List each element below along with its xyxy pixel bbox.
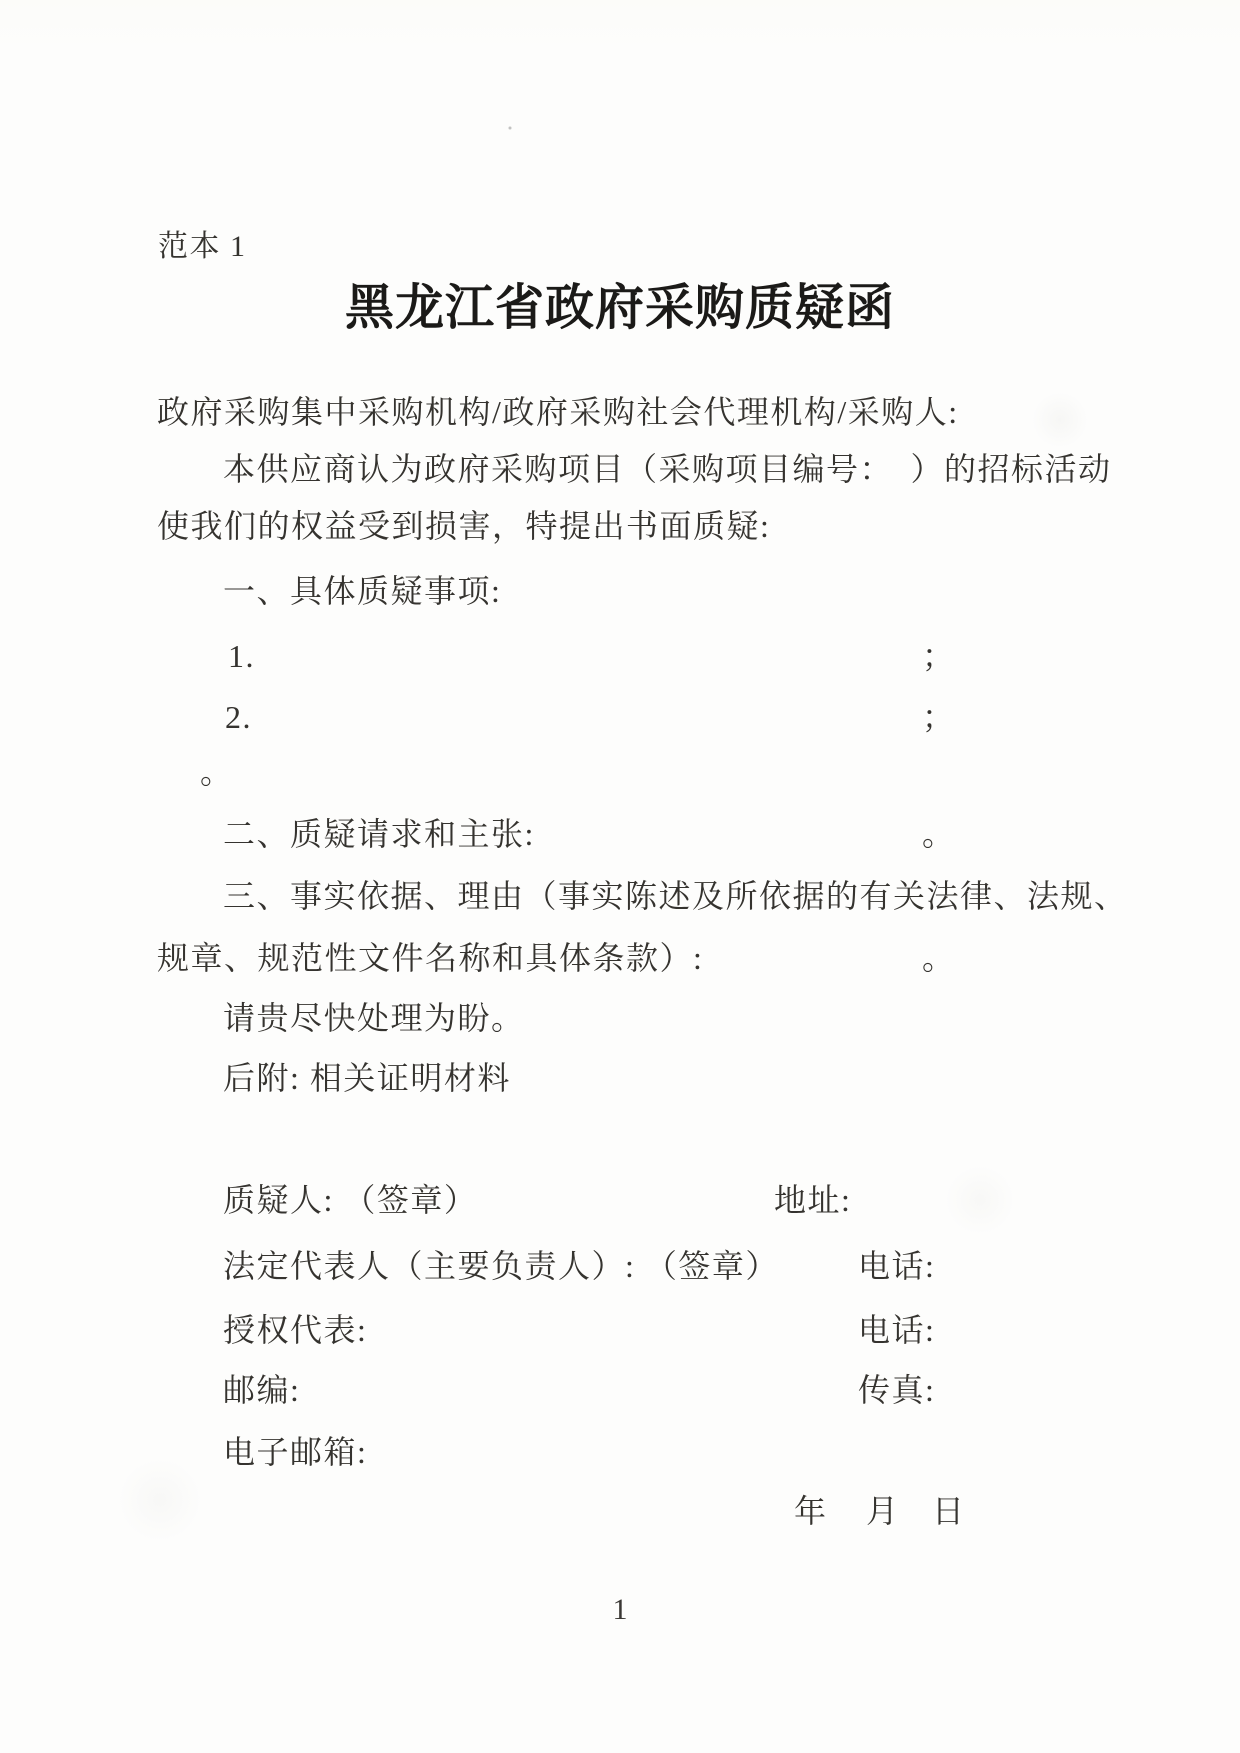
section-1-heading: 一、具体质疑事项: bbox=[223, 573, 502, 609]
legal-representative-label: 法定代表人（主要负责人）: （签章） bbox=[223, 1248, 779, 1284]
list-item-2-punctuation: ； bbox=[922, 699, 955, 735]
phone-label-2: 电话: bbox=[858, 1312, 936, 1348]
closing-line: 请贵尽快处理为盼。 bbox=[223, 1000, 525, 1036]
address-label: 地址: bbox=[774, 1182, 852, 1218]
list-item-3-punctuation: 。 bbox=[200, 754, 233, 790]
paragraph-line-1: 本供应商认为政府采购项目（采购项目编号： ）的招标活动 bbox=[223, 451, 1112, 487]
section-2-end-punctuation: 。 bbox=[922, 816, 955, 852]
phone-label-1: 电话: bbox=[858, 1248, 936, 1284]
template-label: 范本 1 bbox=[158, 230, 247, 263]
attachment-line: 后附: 相关证明材料 bbox=[223, 1060, 511, 1096]
page-number: 1 bbox=[612, 1593, 628, 1626]
email-label: 电子邮箱: bbox=[223, 1434, 368, 1470]
section-3-end-punctuation: 。 bbox=[922, 940, 955, 976]
section-3-line-1: 三、事实依据、理由（事实陈述及所依据的有关法律、法规、 bbox=[223, 878, 1128, 914]
date-day-label: 日 bbox=[932, 1493, 966, 1529]
authorized-representative-label: 授权代表: bbox=[223, 1312, 368, 1348]
section-3-line-2: 规章、规范性文件名称和具体条款）: bbox=[157, 940, 704, 976]
date-month-label: 月 bbox=[866, 1493, 900, 1529]
salutation-line: 政府采购集中采购机构/政府采购社会代理机构/采购人: bbox=[157, 394, 959, 430]
paragraph-line-2: 使我们的权益受到损害，特提出书面质疑: bbox=[157, 508, 771, 544]
contester-signature-label: 质疑人: （签章） bbox=[223, 1182, 478, 1218]
document-title: 黑龙江省政府采购质疑函 bbox=[344, 281, 895, 335]
postal-code-label: 邮编: bbox=[223, 1372, 301, 1408]
section-2-heading: 二、质疑请求和主张: bbox=[223, 816, 535, 852]
fax-label: 传真: bbox=[858, 1372, 936, 1408]
list-item-1-number: 1. bbox=[228, 638, 255, 674]
list-item-1-punctuation: ； bbox=[922, 638, 955, 674]
date-year-label: 年 bbox=[794, 1493, 828, 1529]
list-item-2-number: 2. bbox=[225, 699, 252, 735]
